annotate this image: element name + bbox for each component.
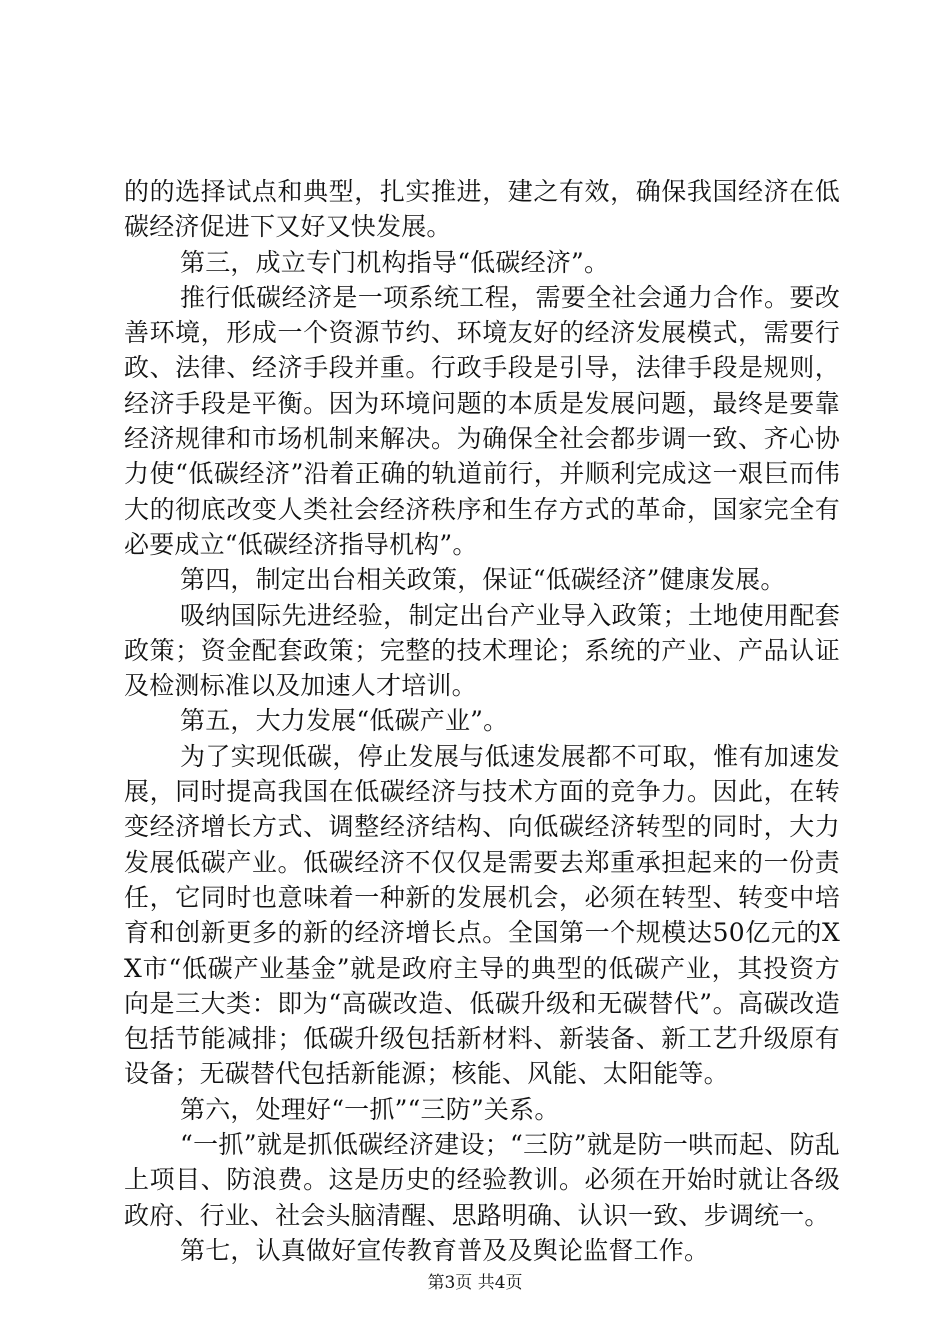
heading-fifth-measure: 第五，大力发展“低碳产业”。 [180, 706, 509, 736]
heading-third-measure: 第三，成立专门机构指导“低碳经济”。 [180, 247, 610, 277]
heading-seventh-measure: 第七，认真做好宣传教育普及及舆论监督工作。 [180, 1235, 710, 1265]
paragraph-1: 的的选择试点和典型，扎实推进，建之有效，确保我国经济在低碳经济促进下又好又快发展。 [124, 177, 840, 242]
paragraph-third-measure: 推行低碳经济是一项系统工程，需要全社会通力合作。要改善环境，形成一个资源节约、环境友好的经济发展模式，需要行政、法律、经济手段并重。行政手段是引导，法律手段是规则，经济手段是平衡。因为环境问题的本质是发展问题，最终是要靠经济规律和市场机制来解决。为确保全社会都步调一致、齐心协力使“低碳经济”沿着正确的轨道前行，并顺利完成这一艰巨而伟大的彻底改变人类社会经济秩序和生存方式的革命，国家完全有必要成立“低碳经济指导机构”。 [124, 282, 840, 559]
page-footer [0, 1273, 950, 1293]
document-body [124, 174, 840, 1268]
page-number-label: 第3页 共4页 [427, 1273, 523, 1293]
paragraph-fourth-measure: 吸纳国际先进经验，制定出台产业导入政策；土地使用配套政策；资金配套政策；完整的技术理论；系统的产业、产品认证及检测标准以及加速人才培训。 [124, 600, 840, 701]
paragraph-sixth-measure: “一抓”就是抓低碳经济建设；“三防”就是防一哄而起、防乱上项目、防浪费。这是历史的经验教训。必须在开始时就让各级政府、行业、社会头脑清醒、思路明确、认识一致、步调统一。 [124, 1130, 840, 1230]
heading-fourth-measure: 第四，制定出台相关政策，保证“低碳经济”健康发展。 [180, 565, 786, 595]
heading-sixth-measure: 第六，处理好“一抓”“三防”关系。 [180, 1094, 560, 1124]
paragraph-fifth-measure: 为了实现低碳，停止发展与低速发展都不可取，惟有加速发展，同时提高我国在低碳经济与技术方面的竞争力。因此，在转变经济增长方式、调整经济结构、向低碳经济转型的同时，大力发展低碳产业。低碳经济不仅仅是需要去郑重承担起来的一份责任，它同时也意味着一种新的发展机会，必须在转型、转变中培育和创新更多的新的经济增长点。全国第一个规模达50亿元的XX市“低碳产业基金”就是政府主导的典型的低碳产业，其投资方向是三大类：即为“高碳改造、低碳升级和无碳替代”。高碳改造包括节能减排；低碳升级包括新材料、新装备、新工艺升级原有设备；无碳替代包括新能源；核能、风能、太阳能等。 [124, 741, 840, 1089]
